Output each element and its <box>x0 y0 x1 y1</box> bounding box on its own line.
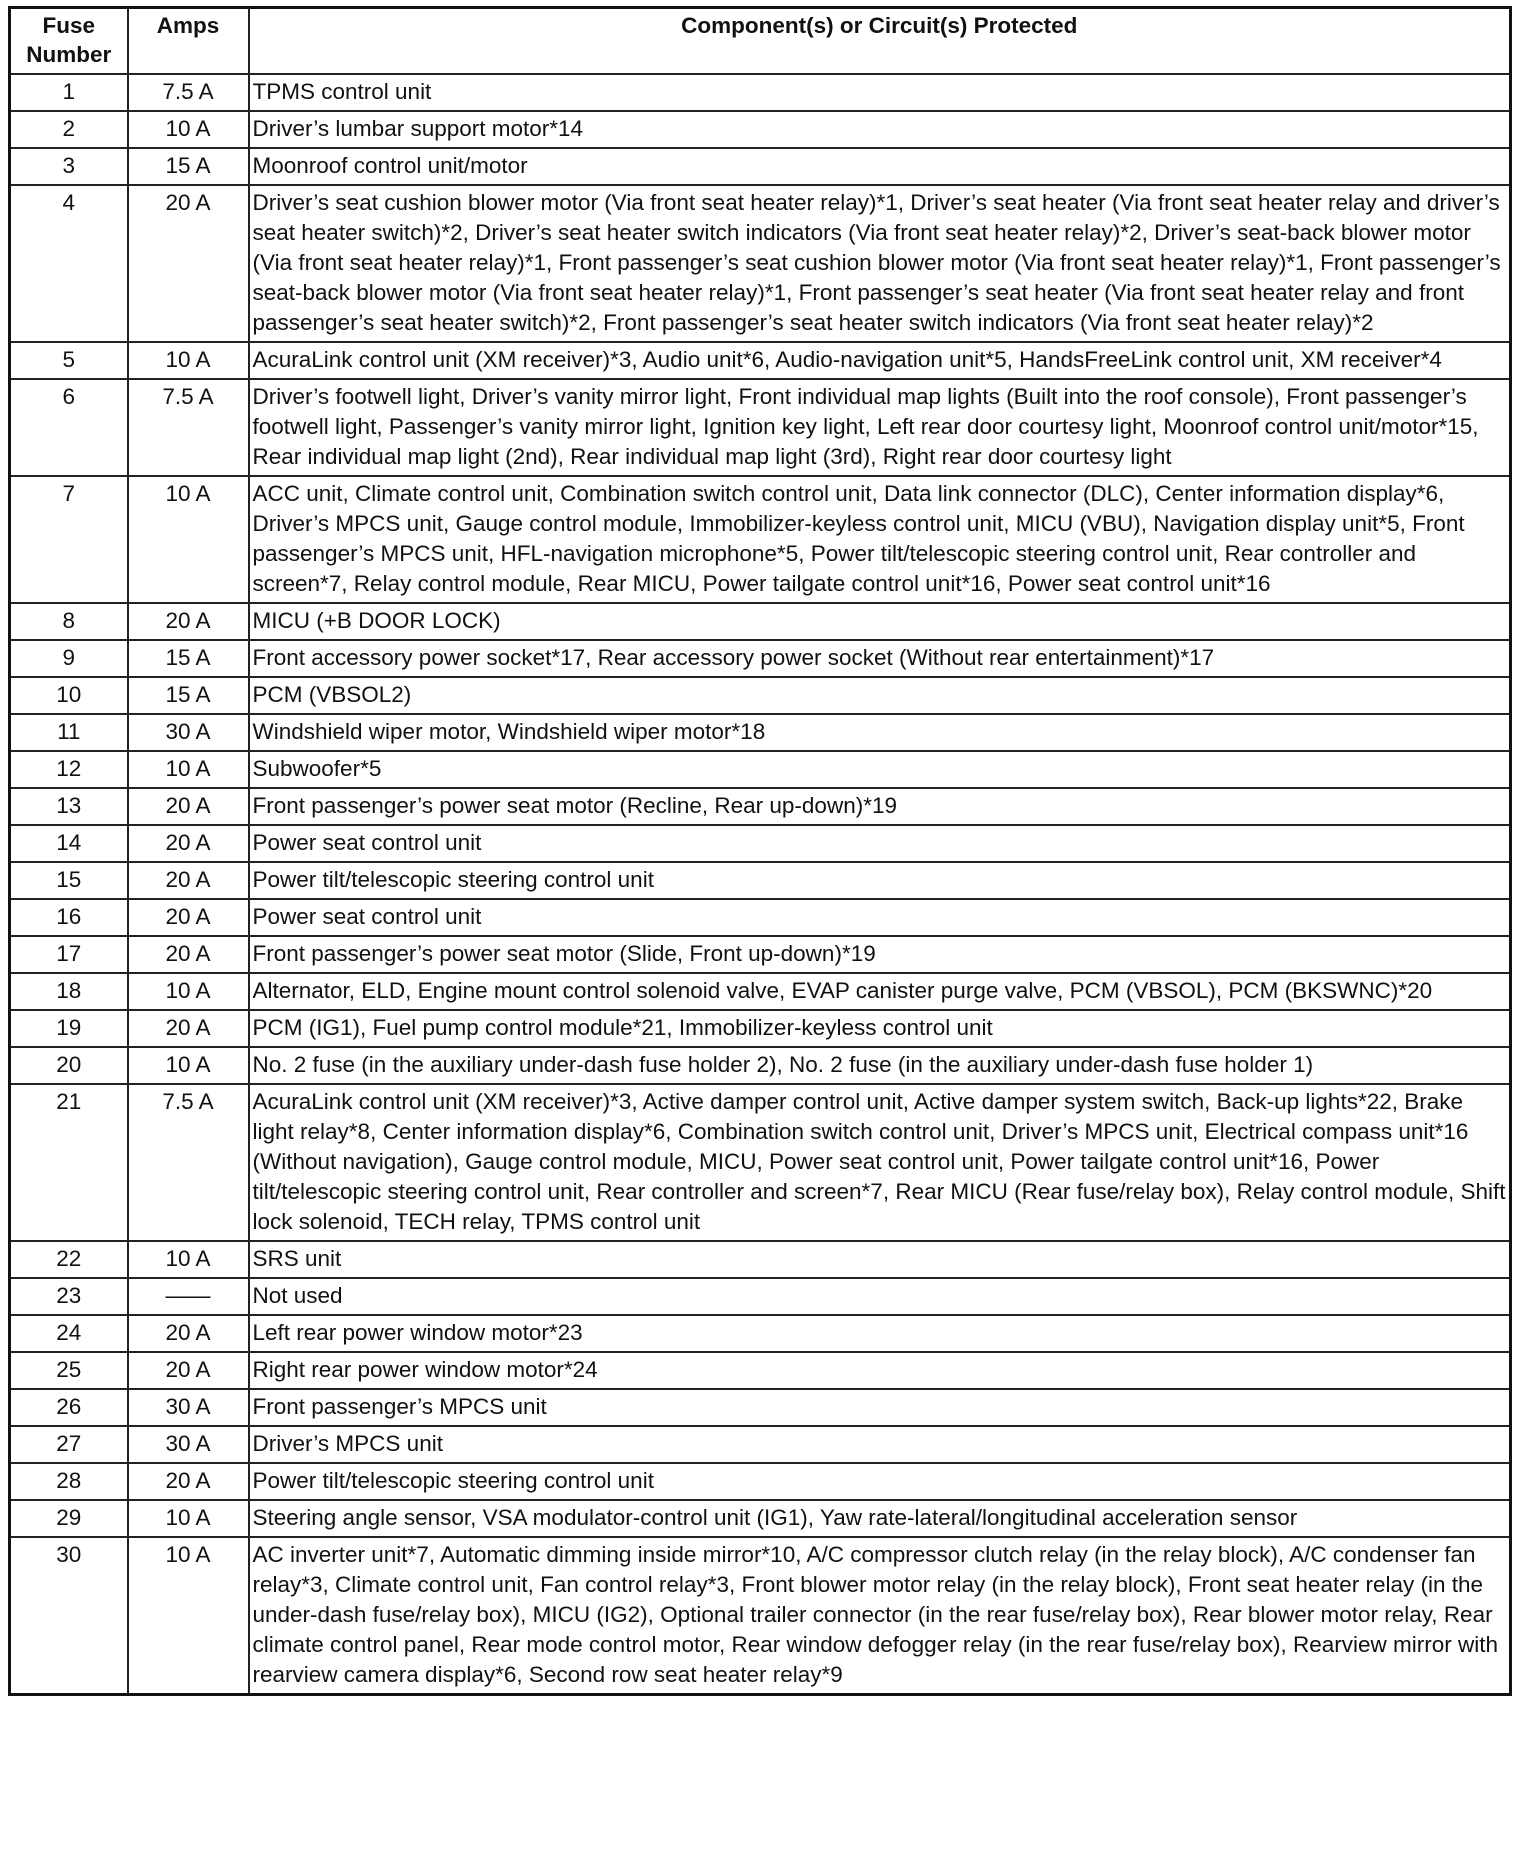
fuse-number-cell: 10 <box>10 677 128 714</box>
component-cell: Left rear power window motor*23 <box>249 1315 1511 1352</box>
amps-cell: 15 A <box>128 148 249 185</box>
amps-cell: 30 A <box>128 1426 249 1463</box>
amps-cell: 20 A <box>128 899 249 936</box>
component-cell: PCM (VBSOL2) <box>249 677 1511 714</box>
component-cell: Not used <box>249 1278 1511 1315</box>
amps-cell: 7.5 A <box>128 74 249 111</box>
component-cell: Power tilt/telescopic steering control unit <box>249 1463 1511 1500</box>
table-row <box>10 1426 1511 1463</box>
amps-cell: 20 A <box>128 1010 249 1047</box>
component-cell: AC inverter unit*7, Automatic dimming inside mirror*10, A/C compressor clutch relay (in the relay block), A/C condenser fan relay*3, Climate control unit, Fan control relay*3, Front blower motor relay (in the relay block), Front seat heater relay (in the under-dash fuse/relay box), MICU (IG2), Optional trailer connector (in the rear fuse/relay box), Rear blower motor relay, Rear climate control panel, Rear mode control motor, Rear window defogger relay (in the rear fuse/relay box), Rearview mirror with rearview camera display*6, Second row seat heater relay*9 <box>249 1537 1511 1695</box>
amps-cell: 20 A <box>128 1315 249 1352</box>
table-row <box>10 1047 1511 1084</box>
fuse-number-cell: 29 <box>10 1500 128 1537</box>
table-row <box>10 379 1511 476</box>
amps-cell: 20 A <box>128 603 249 640</box>
table-row <box>10 751 1511 788</box>
fuse-number-cell: 25 <box>10 1352 128 1389</box>
component-cell: Right rear power window motor*24 <box>249 1352 1511 1389</box>
fuse-number-cell: 23 <box>10 1278 128 1315</box>
table-row <box>10 1463 1511 1500</box>
amps-cell: 10 A <box>128 751 249 788</box>
table-row <box>10 1500 1511 1537</box>
amps-cell: 20 A <box>128 788 249 825</box>
fuse-number-cell: 5 <box>10 342 128 379</box>
component-cell: Steering angle sensor, VSA modulator-control unit (IG1), Yaw rate-lateral/longitudinal acceleration sensor <box>249 1500 1511 1537</box>
amps-cell: 15 A <box>128 677 249 714</box>
fuse-number-cell: 15 <box>10 862 128 899</box>
component-cell: Windshield wiper motor, Windshield wiper motor*18 <box>249 714 1511 751</box>
header-fuse-line1: Fuse <box>42 13 95 38</box>
table-row <box>10 74 1511 111</box>
table-row <box>10 1241 1511 1278</box>
fuse-number-cell: 11 <box>10 714 128 751</box>
component-cell: Driver’s lumbar support motor*14 <box>249 111 1511 148</box>
component-cell: Power seat control unit <box>249 825 1511 862</box>
fuse-number-cell: 3 <box>10 148 128 185</box>
amps-cell: 30 A <box>128 714 249 751</box>
table-row <box>10 973 1511 1010</box>
table-row <box>10 1352 1511 1389</box>
fuse-number-cell: 21 <box>10 1084 128 1241</box>
component-cell: Driver’s seat cushion blower motor (Via front seat heater relay)*1, Driver’s seat heater (Via front seat heater relay and driver’s seat heater switch)*2, Driver’s seat heater switch indicators (Via front seat heater relay)*2, Driver’s seat-back blower motor (Via front seat heater relay)*1, Front passenger’s seat cushion blower motor (Via front seat heater relay)*1, Front passenger’s seat-back blower motor (Via front seat heater relay)*1, Front passenger’s seat heater (Via front seat heater relay and front passenger’s seat heater switch)*2, Front passenger’s seat heater switch indicators (Via front seat heater relay)*2 <box>249 185 1511 342</box>
table-row <box>10 1084 1511 1241</box>
amps-cell: 10 A <box>128 1047 249 1084</box>
amps-cell: 10 A <box>128 1241 249 1278</box>
table-row <box>10 899 1511 936</box>
fuse-number-cell: 20 <box>10 1047 128 1084</box>
table-row <box>10 1389 1511 1426</box>
amps-cell: 10 A <box>128 342 249 379</box>
fuse-number-cell: 13 <box>10 788 128 825</box>
component-cell: SRS unit <box>249 1241 1511 1278</box>
component-cell: Moonroof control unit/motor <box>249 148 1511 185</box>
amps-cell: 7.5 A <box>128 1084 249 1241</box>
fuse-number-cell: 12 <box>10 751 128 788</box>
table-body <box>10 74 1511 1695</box>
table-row <box>10 788 1511 825</box>
component-cell: Driver’s footwell light, Driver’s vanity mirror light, Front individual map lights (Built into the roof console), Front passenger’s footwell light, Passenger’s vanity mirror light, Ignition key light, Left rear door courtesy light, Moonroof control unit/motor*15, Rear individual map light (2nd), Rear individual map light (3rd), Right rear door courtesy light <box>249 379 1511 476</box>
fuse-number-cell: 8 <box>10 603 128 640</box>
component-cell: Alternator, ELD, Engine mount control solenoid valve, EVAP canister purge valve, PCM (VBSOL), PCM (BKSWNC)*20 <box>249 973 1511 1010</box>
table-row <box>10 825 1511 862</box>
amps-cell: 20 A <box>128 1352 249 1389</box>
fuse-table <box>8 6 1512 1696</box>
component-cell: TPMS control unit <box>249 74 1511 111</box>
component-cell: Driver’s MPCS unit <box>249 1426 1511 1463</box>
component-cell: Front passenger’s power seat motor (Slide, Front up-down)*19 <box>249 936 1511 973</box>
table-row <box>10 1278 1511 1315</box>
amps-cell: 20 A <box>128 862 249 899</box>
component-cell: Subwoofer*5 <box>249 751 1511 788</box>
fuse-number-cell: 1 <box>10 74 128 111</box>
header-amps: Amps <box>128 8 249 75</box>
fuse-number-cell: 2 <box>10 111 128 148</box>
table-row <box>10 603 1511 640</box>
amps-cell: 20 A <box>128 825 249 862</box>
component-cell: No. 2 fuse (in the auxiliary under-dash fuse holder 2), No. 2 fuse (in the auxiliary under-dash fuse holder 1) <box>249 1047 1511 1084</box>
header-fuse-line2: Number <box>26 42 112 67</box>
table-header <box>10 8 1511 75</box>
fuse-number-cell: 27 <box>10 1426 128 1463</box>
table-row <box>10 111 1511 148</box>
table-row <box>10 677 1511 714</box>
fuse-number-cell: 18 <box>10 973 128 1010</box>
fuse-number-cell: 6 <box>10 379 128 476</box>
fuse-number-cell: 16 <box>10 899 128 936</box>
fuse-number-cell: 9 <box>10 640 128 677</box>
table-row <box>10 862 1511 899</box>
table-row <box>10 185 1511 342</box>
fuse-number-cell: 17 <box>10 936 128 973</box>
fuse-number-cell: 7 <box>10 476 128 603</box>
table-row <box>10 714 1511 751</box>
fuse-number-cell: 26 <box>10 1389 128 1426</box>
amps-cell: 30 A <box>128 1389 249 1426</box>
fuse-number-cell: 28 <box>10 1463 128 1500</box>
table-row <box>10 1010 1511 1047</box>
amps-cell: 10 A <box>128 1537 249 1695</box>
component-cell: Power seat control unit <box>249 899 1511 936</box>
component-cell: Front accessory power socket*17, Rear accessory power socket (Without rear entertainment)*17 <box>249 640 1511 677</box>
component-cell: ACC unit, Climate control unit, Combination switch control unit, Data link connector (DLC), Center information display*6, Driver’s MPCS unit, Gauge control module, Immobilizer-keyless control unit, MICU (VBU), Navigation display unit*5, Front passenger’s MPCS unit, HFL-navigation microphone*5, Power tilt/telescopic steering control unit, Rear controller and screen*7, Relay control module, Rear MICU, Power tailgate control unit*16, Power seat control unit*16 <box>249 476 1511 603</box>
amps-cell: 10 A <box>128 1500 249 1537</box>
fuse-number-cell: 4 <box>10 185 128 342</box>
table-row <box>10 1315 1511 1352</box>
component-cell: Front passenger’s MPCS unit <box>249 1389 1511 1426</box>
fuse-number-cell: 24 <box>10 1315 128 1352</box>
table-row <box>10 936 1511 973</box>
fuse-number-cell: 30 <box>10 1537 128 1695</box>
amps-cell: 10 A <box>128 111 249 148</box>
table-row <box>10 640 1511 677</box>
amps-cell: 20 A <box>128 185 249 342</box>
component-cell: Power tilt/telescopic steering control unit <box>249 862 1511 899</box>
component-cell: AcuraLink control unit (XM receiver)*3, Active damper control unit, Active damper system switch, Back-up lights*22, Brake light relay*8, Center information display*6, Combination switch control unit, Driver’s MPCS unit, Electrical compass unit*16 (Without navigation), Gauge control module, MICU, Power seat control unit, Power tailgate control unit*16, Power tilt/telescopic steering control unit, Rear controller and screen*7, Rear MICU (Rear fuse/relay box), Relay control module, Shift lock solenoid, TECH relay, TPMS control unit <box>249 1084 1511 1241</box>
table-row <box>10 148 1511 185</box>
fuse-number-cell: 14 <box>10 825 128 862</box>
header-fuse-number <box>10 8 128 75</box>
component-cell: AcuraLink control unit (XM receiver)*3, Audio unit*6, Audio-navigation unit*5, HandsFreeLink control unit, XM receiver*4 <box>249 342 1511 379</box>
amps-cell: 10 A <box>128 973 249 1010</box>
table-row <box>10 476 1511 603</box>
component-cell: PCM (IG1), Fuel pump control module*21, Immobilizer-keyless control unit <box>249 1010 1511 1047</box>
amps-cell: 20 A <box>128 936 249 973</box>
amps-cell: 10 A <box>128 476 249 603</box>
header-component: Component(s) or Circuit(s) Protected <box>249 8 1511 75</box>
amps-cell: 7.5 A <box>128 379 249 476</box>
fuse-number-cell: 22 <box>10 1241 128 1278</box>
amps-cell: 20 A <box>128 1463 249 1500</box>
component-cell: Front passenger’s power seat motor (Recline, Rear up-down)*19 <box>249 788 1511 825</box>
table-row <box>10 1537 1511 1695</box>
header-row <box>10 8 1511 75</box>
fuse-number-cell: 19 <box>10 1010 128 1047</box>
table-row <box>10 342 1511 379</box>
component-cell: MICU (+B DOOR LOCK) <box>249 603 1511 640</box>
amps-cell: —— <box>128 1278 249 1315</box>
amps-cell: 15 A <box>128 640 249 677</box>
